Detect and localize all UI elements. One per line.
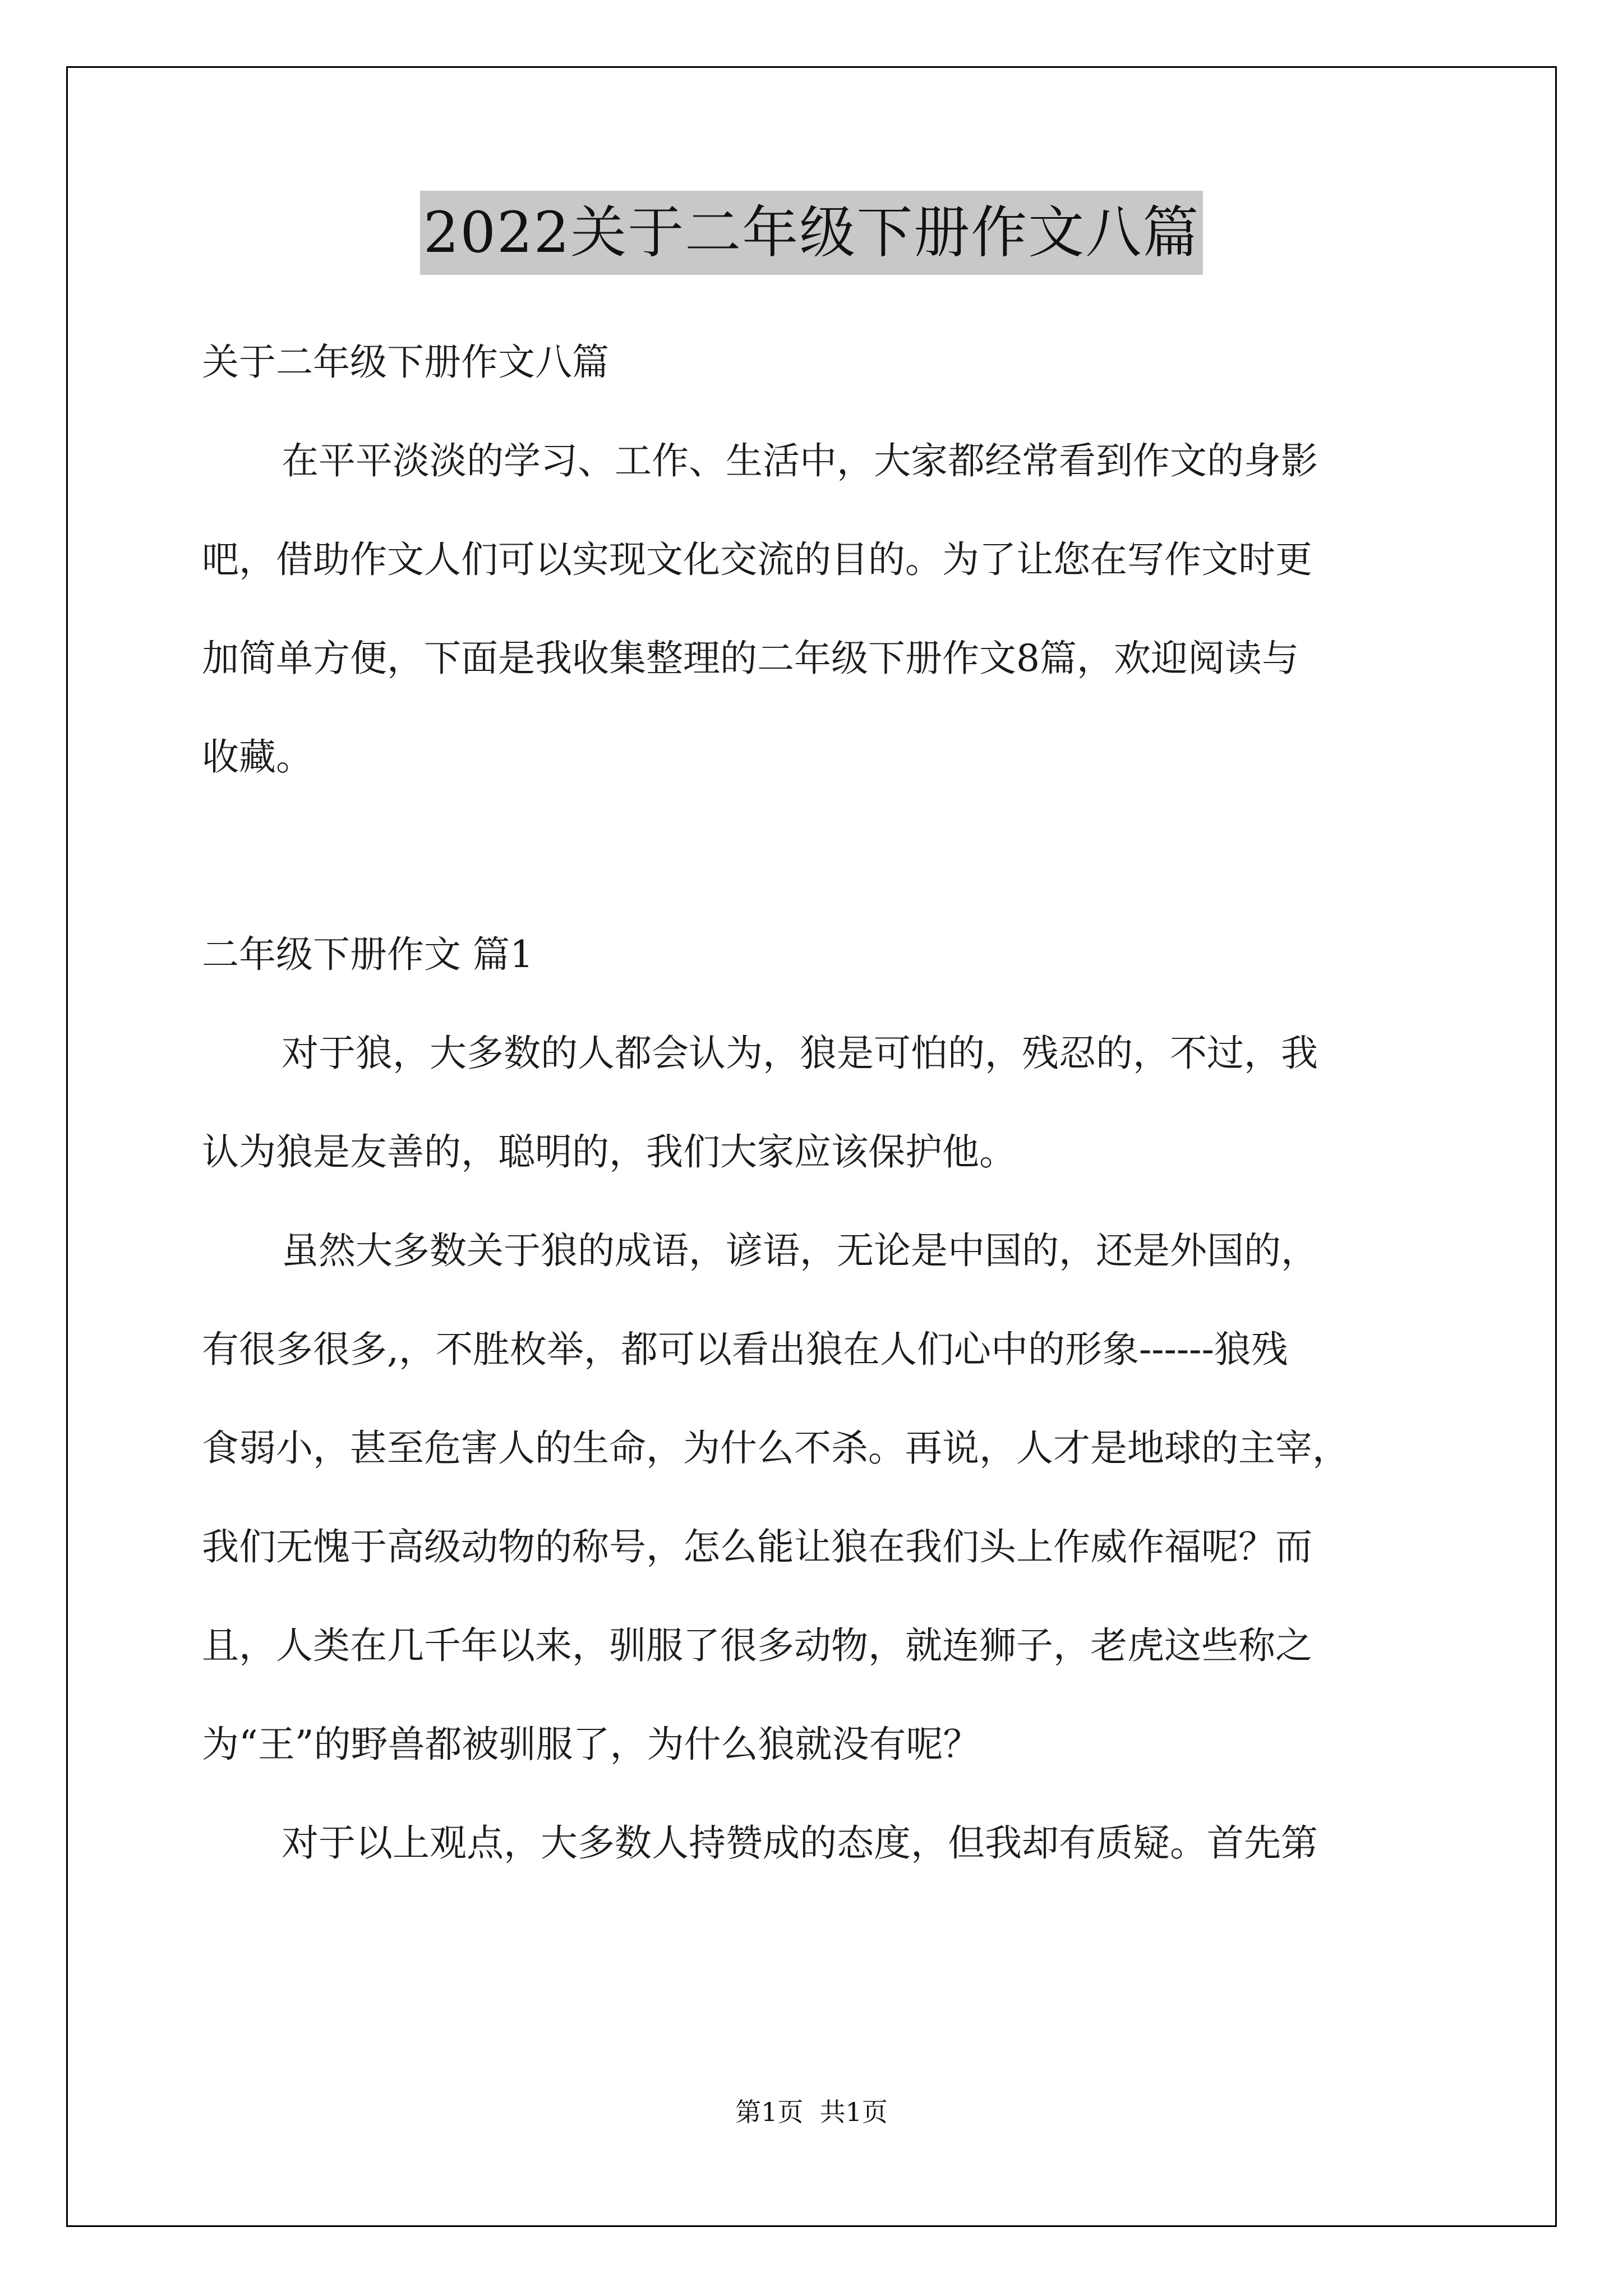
document-title: 2022关于二年级下册作文八篇 (420, 191, 1204, 275)
subtitle: 关于二年级下册作文八篇 (202, 341, 609, 384)
intro-line: 收藏。 (202, 735, 313, 779)
intro-line: 加简单方便，下面是我收集整理的二年级下册作文8篇，欢迎阅读与 (202, 637, 1299, 680)
paragraph-line: 对于狼，大多数的人都会认为，狼是可怕的，残忍的，不过，我 (282, 1032, 1318, 1075)
paragraph-line: 为“王”的野兽都被驯服了，为什么狼就没有呢？ (202, 1723, 980, 1766)
paragraph-line: 食弱小，甚至危害人的生命，为什么不杀。再说，人才是地球的主宰， (202, 1427, 1349, 1470)
intro-line: 在平平淡淡的学习、工作、生活中，大家都经常看到作文的身影 (282, 439, 1318, 482)
paragraph-gap (202, 807, 1436, 905)
section-heading: 二年级下册作文 篇1 (202, 933, 533, 976)
paragraph-line: 有很多很多,，不胜枚举，都可以看出狼在人们心中的形象------狼残 (202, 1328, 1288, 1371)
intro-line: 吧，借助作文人们可以实现文化交流的目的。为了让您在写作文时更 (202, 538, 1312, 581)
paragraph-line: 且，人类在几千年以来，驯服了很多动物，就连狮子，老虎这些称之 (202, 1624, 1312, 1667)
document-body (202, 313, 1436, 1893)
paragraph-line: 对于以上观点，大多数人持赞成的态度，但我却有质疑。首先第 (282, 1821, 1318, 1865)
paragraph-line: 认为狼是友善的，聪明的，我们大家应该保护他。 (202, 1130, 1016, 1174)
paragraph-line: 虽然大多数关于狼的成语，谚语，无论是中国的，还是外国的， (282, 1229, 1318, 1272)
title-wrap (0, 191, 1623, 275)
page-footer: 第1页 共1页 (735, 2097, 888, 2127)
paragraph-line: 我们无愧于高级动物的称号，怎么能让狼在我们头上作威作福呢？而 (202, 1525, 1312, 1568)
